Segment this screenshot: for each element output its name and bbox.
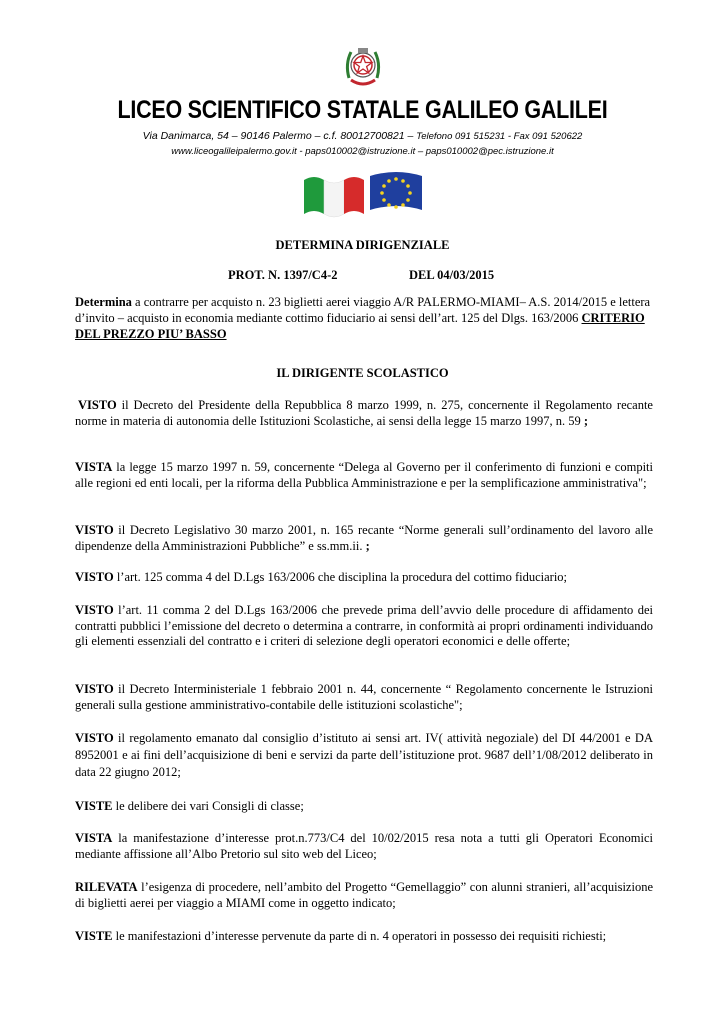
recital-paragraph — [75, 523, 653, 554]
issuer-heading: IL DIRIGENTE SCOLASTICO — [276, 366, 449, 380]
recital-text: il Decreto del Presidente della Repubblica 8 marzo 1999, n. 275, concernente il Regolamento recante norme in materia di autonomia delle Istituzioni Scolastiche, ai sensi della legge 15 marzo 1997, n. 59 — [75, 398, 653, 428]
address-main: Via Danimarca, 54 – 90146 Palermo – c.f. 80012700821 – — [142, 130, 414, 142]
recital-keyword: VISTO — [75, 731, 114, 745]
recital-paragraph — [75, 880, 653, 911]
recital-paragraph — [75, 929, 653, 945]
recital-paragraph — [75, 799, 653, 815]
recital-text: l’art. 125 comma 4 del D.Lgs 163/2006 che disciplina la procedura del cottimo fiduciario; — [113, 570, 568, 584]
recital-paragraph — [75, 460, 653, 491]
recital-paragraph — [75, 682, 653, 713]
italy-eu-flags-icon — [302, 170, 426, 218]
school-name: LICEO SCIENTIFICO STATALE GALILEO GALILEI — [117, 96, 608, 124]
recital-keyword: VISTE — [75, 799, 113, 813]
italian-republic-emblem-icon — [343, 44, 383, 88]
object-text: a contrarre per acquisto n. 23 biglietti aerei viaggio A/R PALERMO-MIAMI– A.S. 2014/2015 e lettera d’invito – acquisto in economia mediante cottimo fiduciario ai sensi dell’art. 125 del Dlgs. 163/2006 — [75, 295, 651, 325]
protocol-number: PROT. N. 1397/C4-2 — [228, 268, 338, 282]
recital-keyword: VISTO — [75, 570, 114, 584]
recital-text: il Decreto Legislativo 30 marzo 2001, n. 165 recante “Norme generali sull’ordinamento del lavoro alle dipendenze della Amministrazioni Pubbliche” e ss.mm.ii. — [75, 523, 653, 553]
recital-paragraph — [75, 570, 653, 586]
recital-text: le delibere dei vari Consigli di classe; — [112, 799, 304, 813]
recital-text: l’art. 11 comma 2 del D.Lgs 163/2006 che prevede prima dell’avvio delle procedure di affidamento dei contratti pubblici l’emissione del decreto o determina a contrarre, in conformità ai propri ordinamenti individuando gli elementi essenziali del contratto e i criteri di selezione degli operatori economici e delle offerte; — [75, 603, 653, 648]
recital-text: il Decreto Interministeriale 1 febbraio 2001 n. 44, concernente “ Regolamento concernente le Istruzioni generali sulla gestione amministrativo-contabile delle istituzioni scolastiche"; — [75, 682, 653, 712]
document-type: DETERMINA DIRIGENZIALE — [275, 238, 450, 252]
recital-keyword: VISTA — [75, 831, 113, 845]
recital-paragraph — [75, 603, 653, 650]
recital-paragraph — [75, 831, 653, 862]
recital-text: l’esigenza di procedere, nell’ambito del Progetto “Gemellaggio” con alunni stranieri, all’acquisizione di biglietti aerei per viaggio a MIAMI come in oggetto indicato; — [75, 880, 653, 910]
recital-keyword: VISTA — [75, 460, 113, 474]
award-criterion: CRITERIO DEL PREZZO PIU’ BASSO — [75, 311, 645, 341]
recital-keyword: VISTO — [75, 682, 114, 696]
recital-text: la manifestazione d’interesse prot.n.773/C4 del 10/02/2015 resa nota a tutti gli Operatori Economici mediante affissione all’Albo Pretorio sul sito web del Liceo; — [75, 831, 653, 861]
recital-keyword: VISTO — [75, 603, 114, 617]
recital-end: ; — [365, 538, 370, 553]
recital-keyword: VISTO — [78, 398, 117, 412]
recital-text: le manifestazioni d’interesse pervenute da parte di n. 4 operatori in possesso dei requisiti richiesti; — [112, 929, 607, 943]
document-date: DEL 04/03/2015 — [409, 268, 495, 282]
recital-end: ; — [583, 413, 589, 428]
recital-text: il regolamento emanato dal consiglio d’istituto ai sensi art. IV( attività negoziale) del DI 44/2001 e DA 8952001 e ai fini dell’acquisizione di beni e servizi da parte dell’istituzione prot. 9687 dell’1/08/2012 deliberato in data 22 giugno 2012; — [75, 731, 653, 779]
document-object — [75, 294, 651, 342]
address-phone: Telefono 091 515231 - Fax 091 520622 — [416, 131, 583, 142]
school-contacts: www.liceogalileipalermo.gov.it - paps010002@istruzione.it – paps010002@pec.istruzione.it — [171, 146, 554, 157]
object-keyword: Determina — [75, 295, 132, 309]
school-address — [0, 130, 725, 142]
recital-keyword: RILEVATA — [75, 880, 138, 894]
recital-keyword: VISTO — [75, 523, 114, 537]
recital-text: la legge 15 marzo 1997 n. 59, concernente “Delega al Governo per il conferimento di funzioni e compiti alle regioni ed enti locali, per la riforma della Pubblica Amministrazione e per la semplificazione amministrativa"; — [75, 460, 653, 490]
recital-paragraph — [75, 730, 653, 781]
recital-keyword: VISTE — [75, 929, 113, 943]
recital-paragraph — [75, 398, 653, 429]
